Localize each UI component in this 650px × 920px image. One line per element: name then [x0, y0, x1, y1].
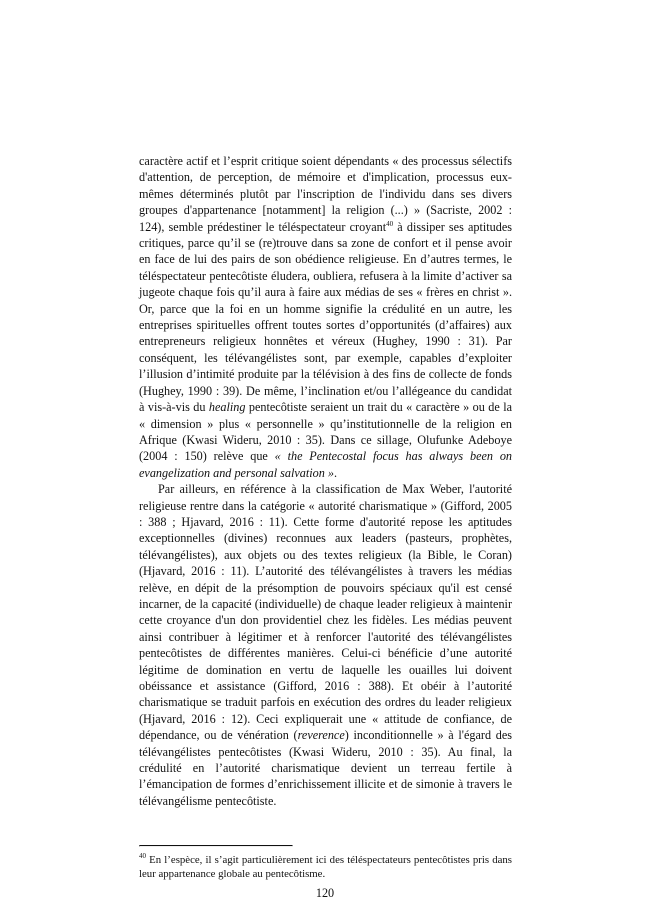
footnote-reference: 40 [386, 219, 394, 228]
italic-term: healing [208, 400, 246, 415]
footnote-separator [139, 845, 293, 847]
body-text [139, 153, 512, 809]
paragraph-text: Par ailleurs, en référence à la classification de Max Weber, l'autorité religieuse rentre dans la catégorie « autorité charismatique » (Gifford, 2005 : 388 ; Hjavard, 2016 : 11). Cette forme d'autorité repose les aptitudes exceptionnelles (divines) reconnues aux leaders (pasteurs, prophètes, télévangélistes), aux objets ou des textes religieux (la Bible, le Coran) (Hjavard, 2016 : 11). L’autorité des télévangélistes à travers les médias relève, en dépit de la présomption de pouvoirs spéciaux qu'il est censé incarner, de la capacité (individuelle) de chaque leader religieux à maintenir cette croyance d'un don providentiel chez les fidèles. Les médias peuvent ainsi contribuer à légitimer et à renforcer l'autorité des télévangélistes pentecôtistes de différentes manières. Celui-ci bénéficie d’une autorité légitime de domination en vertu de laquelle les ouailles lui doivent obéissance et assistance (Gifford, 2016 : 388). Et obéir à l’autorité charismatique se traduit parfois en exécution des ordres du leader religieux (Hjavard, 2016 : 12). Ceci expliquerait une « attitude de confiance, de dépendance, ou de vénération ( [139, 482, 512, 743]
paragraph-2 [139, 481, 512, 809]
paragraph-text: caractère actif et l’esprit critique soient dépendants « des processus sélectifs d'attention, de perception, de mémoire et d'implication, processus eux-mêmes déterminés plutôt par l'inscription de l'individu dans ses divers groupes d'appartenance [notamment] la religion (...) » (Sacriste, 2002 : 124), semble prédestiner le téléspectateur croyant [139, 154, 512, 234]
page-number: 120 [315, 886, 335, 900]
paragraph-text: . [333, 465, 338, 480]
footnote [139, 853, 512, 881]
paragraph-text: pentecôtiste seraient un trait du « caractère » ou de la « dimension » plus « personnelle » qu’institutionnelle de la religion en Afrique (Kwasi Wideru, 2010 : 35). Dans ce sillage, Olufunke Adeboye (2004 : 150) relève que [139, 400, 512, 464]
footnote-text: En l’espèce, il s’agit particulièrement ici des téléspectateurs pentecôtistes pris dans leur appartenance globale au pentecôtisme. [139, 854, 512, 880]
paragraph-text: ) inconditionnelle » à l'égard des télévangélistes pentecôtistes (Kwasi Wideru, 2010 : 35). Au final, la crédulité en l’autorité charismatique devient un terreau fertile à l’émancipation de formes d’enrichissement illicite et de simonie à travers le télévangélisme pentecôtiste. [139, 728, 513, 808]
paragraph-text: à dissiper ses aptitudes critiques, parce qu’il se (re)trouve dans sa zone de confort et il pense avoir en face de lui des pairs de son obédience religieuse. En d’autres termes, le téléspectateur pentecôtiste éludera, oubliera, refusera à la limite d’activer sa jugeote chaque fois qu’il aura à faire aux médias de ses « frères en christ ». Or, parce que la foi en un homme signifie la crédulité en un autre, les entreprises spirituelles offrent toutes sortes d’opportunités (d’affaires) aux entrepreneurs religieux honnêtes et véreux (Hughey, 1990 : 31). Par conséquent, les télévangélistes sont, par exemple, capables d’exploiter l’illusion d’intimité produite par la télévision à des fins de collecte de fonds (Hughey, 1990 : 39). De même, l’inclination et/ou l’allégeance du candidat à vis-à-vis du [139, 219, 512, 415]
footnote-number: 40 [139, 852, 146, 860]
italic-term: reverence [297, 728, 345, 743]
paragraph-1 [139, 153, 512, 481]
italic-quotation: « the Pentecostal focus has always been on evangelization and personal salvation » [139, 449, 513, 480]
